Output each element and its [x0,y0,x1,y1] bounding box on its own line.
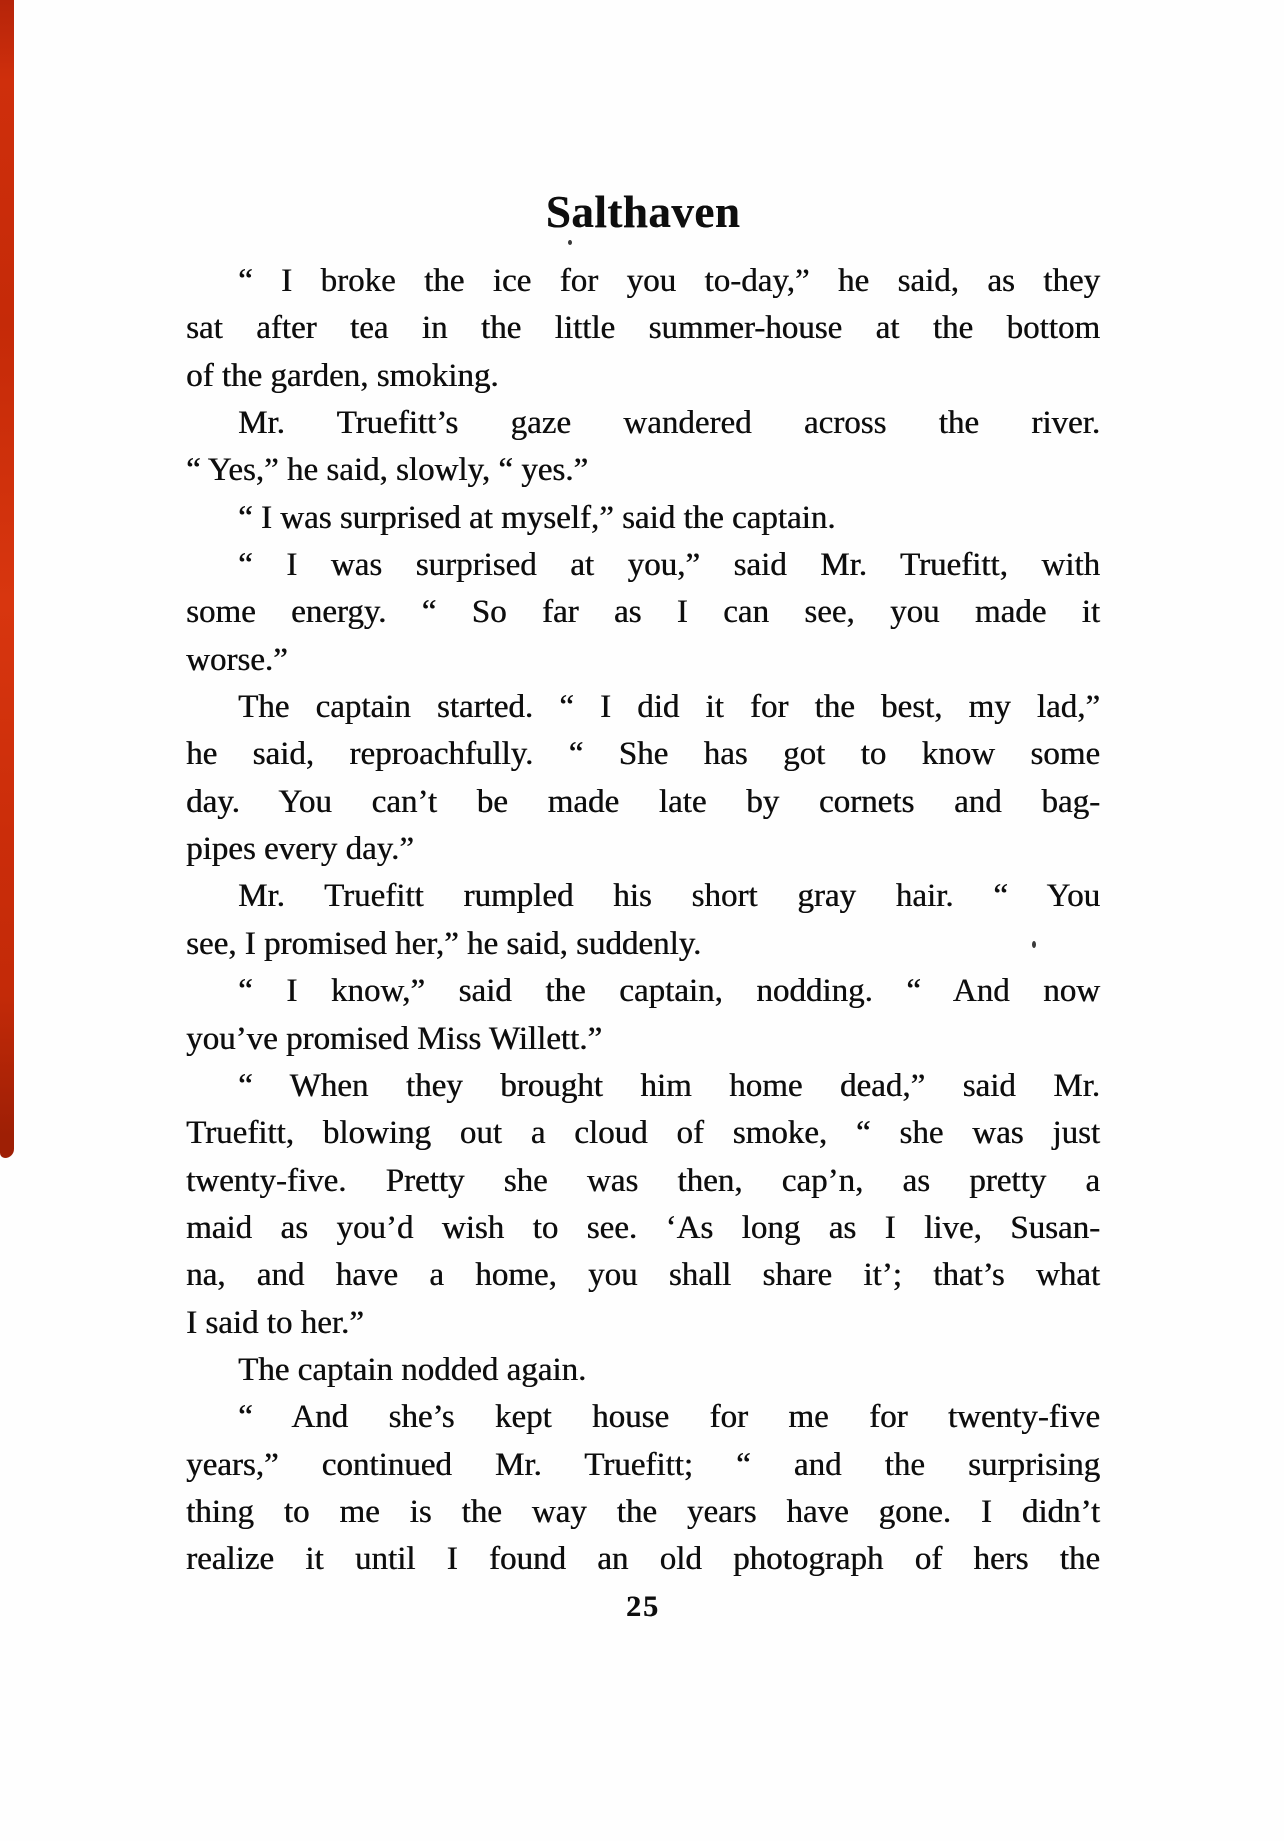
text-line: “ I was surprised at myself,” said the captain. [238,499,836,536]
scan-edge-strip [0,0,14,1158]
text-line: he said, reproachfully. “ She has got to know some [186,736,1100,773]
text-line: I said to her.” [186,1304,364,1341]
text-line: sat after tea in the little summer-house at the bottom [186,310,1100,347]
text-line: worse.” [186,641,288,678]
text-line: Truefitt, blowing out a cloud of smoke, “ she was just [186,1115,1100,1152]
text-line: “ Yes,” he said, slowly, “ yes.” [186,452,589,489]
text-line: years,” continued Mr. Truefitt; “ and the surprising [186,1446,1100,1483]
text-line: see, I promised her,” he said, suddenly. [186,925,702,962]
text-line: day. You can’t be made late by cornets and bag- [186,783,1100,820]
text-line: Mr. Truefitt rumpled his short gray hair. “ You [238,878,1100,915]
text-line: realize it until I found an old photograph of hers the [186,1541,1100,1578]
text-line: you’ve promised Miss Willett.” [186,1020,603,1057]
text-line: “ I know,” said the captain, nodding. “ And now [238,973,1100,1010]
page-number: 25 [626,1590,660,1623]
text-line: The captain started. “ I did it for the best, my lad,” [238,689,1100,726]
text-line: “ And she’s kept house for me for twenty-five [238,1399,1100,1436]
text-line: some energy. “ So far as I can see, you made it [186,594,1100,631]
text-line: The captain nodded again. [238,1351,587,1388]
running-title: Salthaven [545,187,741,237]
text-line: pipes every day.” [186,831,414,868]
page-text [186,258,1100,1584]
text-line: “ I was surprised at you,” said Mr. Truefitt, with [238,547,1100,584]
text-line: thing to me is the way the years have gone. I didn’t [186,1493,1100,1530]
text-line: of the garden, smoking. [186,357,499,394]
text-line: maid as you’d wish to see. ‘As long as I live, Susan- [186,1209,1100,1246]
scan-speck [568,240,572,245]
text-line: “ I broke the ice for you to-day,” he said, as they [238,263,1100,299]
text-line: “ When they brought him home dead,” said Mr. [238,1067,1100,1104]
text-line: Mr. Truefitt’s gaze wandered across the river. [238,405,1100,442]
text-line: na, and have a home, you shall share it’; that’s what [186,1257,1100,1294]
text-line: twenty-five. Pretty she was then, cap’n, as pretty a [186,1162,1100,1199]
